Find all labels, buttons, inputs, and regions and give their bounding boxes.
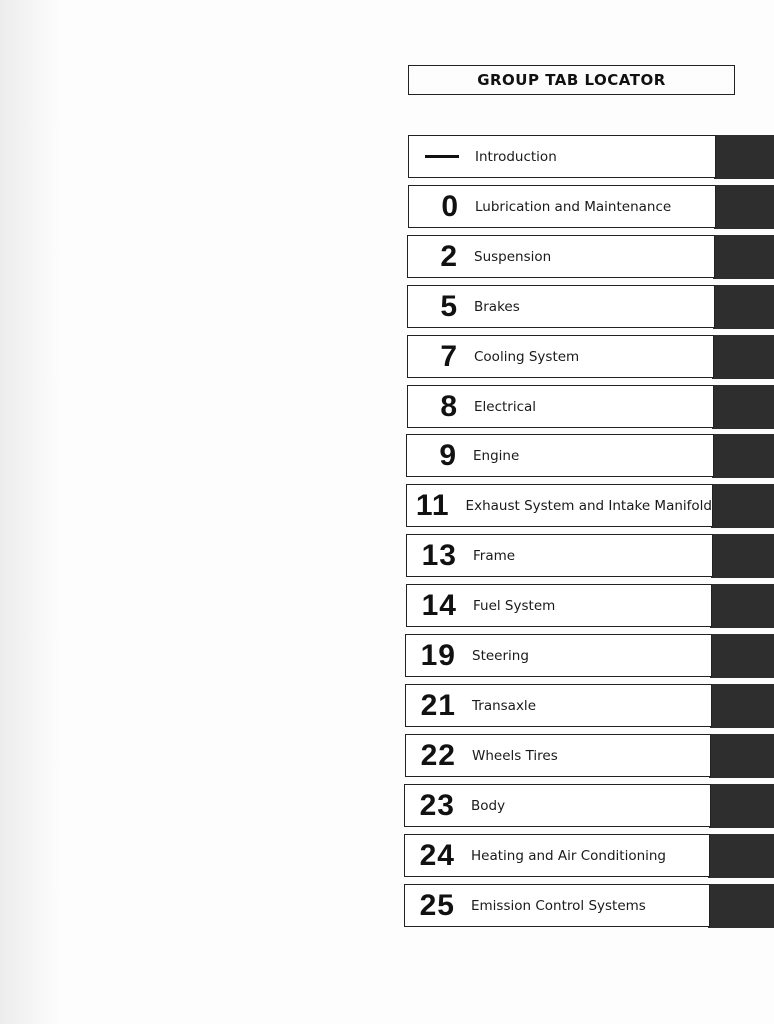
tab-edge-marker bbox=[712, 335, 774, 379]
tab-label: Introduction bbox=[475, 148, 557, 165]
tab-row[interactable] bbox=[407, 335, 714, 378]
tab-number: 11 bbox=[415, 488, 450, 522]
tab-edge-marker bbox=[711, 534, 774, 578]
tab-row[interactable] bbox=[408, 185, 716, 228]
tab-edge-marker bbox=[710, 584, 774, 628]
tab-edge-marker bbox=[709, 734, 774, 778]
tab-label: Transaxle bbox=[472, 697, 536, 714]
dash-marker bbox=[409, 155, 471, 158]
tab-row[interactable] bbox=[405, 684, 712, 727]
tab-row[interactable] bbox=[404, 784, 711, 827]
tab-row[interactable] bbox=[404, 884, 710, 927]
tab-number: 7 bbox=[440, 339, 458, 373]
tab-label: Electrical bbox=[474, 398, 537, 415]
tab-row[interactable] bbox=[406, 434, 714, 477]
tab-row[interactable] bbox=[407, 385, 714, 428]
tab-label: Frame bbox=[473, 547, 516, 564]
tab-label: Steering bbox=[472, 647, 529, 664]
tab-label: Wheels Tires bbox=[472, 747, 558, 764]
tab-number: 21 bbox=[420, 688, 456, 722]
tab-label: Fuel System bbox=[473, 597, 556, 614]
tab-row[interactable] bbox=[407, 235, 715, 278]
tab-edge-marker bbox=[711, 484, 774, 528]
tab-number: 23 bbox=[419, 788, 455, 822]
tab-label: Brakes bbox=[474, 298, 520, 315]
tab-row[interactable] bbox=[404, 834, 710, 877]
tab-number: 24 bbox=[419, 838, 455, 872]
tab-label: Suspension bbox=[474, 248, 552, 265]
tab-number: 8 bbox=[440, 389, 458, 423]
tab-number: 0 bbox=[441, 189, 459, 223]
tab-edge-marker bbox=[710, 684, 774, 728]
tab-label: Emission Control Systems bbox=[471, 897, 646, 914]
tab-number: 5 bbox=[440, 289, 458, 323]
tab-row[interactable] bbox=[405, 734, 711, 777]
tab-label: Exhaust System and Intake Manifold bbox=[465, 497, 712, 514]
tab-row[interactable] bbox=[408, 135, 716, 178]
tab-number: 25 bbox=[419, 888, 455, 922]
tab-edge-marker bbox=[713, 285, 774, 329]
tab-number: 14 bbox=[421, 588, 457, 622]
tab-edge-marker bbox=[714, 185, 774, 229]
tab-row[interactable] bbox=[405, 634, 712, 677]
tab-number: 2 bbox=[440, 239, 458, 273]
tab-label: Lubrication and Maintenance bbox=[475, 198, 672, 215]
tab-row[interactable] bbox=[406, 584, 712, 627]
tab-label: Heating and Air Conditioning bbox=[471, 847, 667, 864]
tab-edge-marker bbox=[710, 634, 774, 678]
tab-row[interactable] bbox=[407, 285, 715, 328]
tab-row[interactable] bbox=[406, 534, 713, 577]
tab-number: 22 bbox=[420, 738, 456, 772]
tab-edge-marker bbox=[712, 434, 774, 478]
tab-edge-marker bbox=[712, 385, 774, 429]
tab-edge-marker bbox=[713, 235, 774, 279]
tab-label: Engine bbox=[473, 447, 520, 464]
tab-label: Cooling System bbox=[474, 348, 580, 365]
tab-edge-marker bbox=[714, 135, 774, 179]
tab-edge-marker bbox=[709, 784, 774, 828]
tab-edge-marker bbox=[708, 834, 774, 878]
page-title: GROUP TAB LOCATOR bbox=[477, 71, 666, 89]
tab-label: Body bbox=[471, 797, 506, 814]
tab-number: 9 bbox=[439, 438, 457, 472]
tab-row[interactable] bbox=[406, 484, 713, 527]
tab-number: 19 bbox=[420, 638, 456, 672]
tab-number: 13 bbox=[421, 538, 457, 572]
tab-edge-marker bbox=[708, 884, 774, 928]
